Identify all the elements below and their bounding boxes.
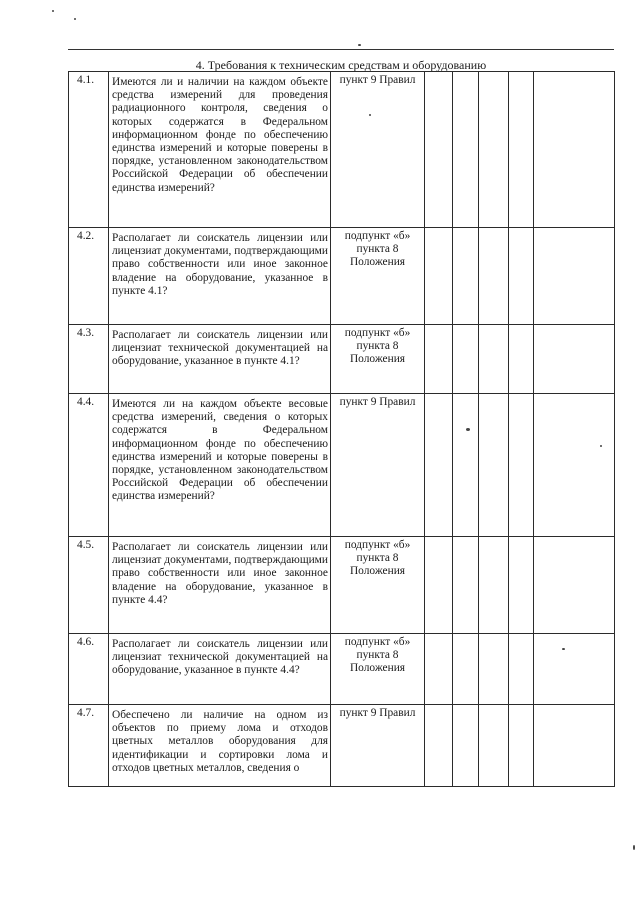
table-row — [69, 72, 615, 228]
row-question: Имеются ли и наличии на каждом объекте средства измерений для проведения радиационного контроля, сведения о которых содержатся в Федеральном информационном фонде по обеспечению единства измерений и которые поверены в порядке, установленном законодательством Российской Федерации об обеспечении единства измерений? — [109, 72, 331, 228]
scan-speck — [600, 445, 602, 447]
answer-no-cell — [453, 228, 479, 325]
scan-speck — [562, 648, 565, 650]
answer-yes-cell — [425, 705, 453, 787]
row-number: 4.3. — [69, 325, 109, 394]
row-number: 4.4. — [69, 394, 109, 537]
top-rule — [68, 49, 614, 50]
answer-no-cell — [453, 705, 479, 787]
row-reference: пункт 9 Правил — [331, 72, 425, 228]
answer-na-cell — [479, 325, 509, 394]
answer-extra-cell — [509, 634, 534, 705]
scan-speck — [466, 428, 470, 431]
answer-na-cell — [479, 705, 509, 787]
row-reference: пункт 9 Правил — [331, 705, 425, 787]
row-question: Располагает ли соискатель лицензии или лицензиат технической документацией на оборудование, указанное в пункте 4.1? — [109, 325, 331, 394]
row-reference: подпункт «б» пункта 8 Положения — [331, 228, 425, 325]
scan-speck — [358, 44, 361, 46]
row-question: Имеются ли на каждом объекте весовые средства измерений, сведения о которых содержатся в Федеральном информационном фонде по обеспечению единства измерений и которые поверены в порядке, установленном законодательством Российской Федерации об обеспечении единства измерений? — [109, 394, 331, 537]
answer-yes-cell — [425, 228, 453, 325]
row-number: 4.5. — [69, 537, 109, 634]
table-row — [69, 705, 615, 787]
notes-cell — [534, 72, 615, 228]
row-number: 4.7. — [69, 705, 109, 787]
row-question: Располагает ли соискатель лицензии или лицензиат документами, подтверждающими право собственности или иное законное владение на оборудование, указанное в пункте 4.4? — [109, 537, 331, 634]
answer-no-cell — [453, 634, 479, 705]
answer-yes-cell — [425, 537, 453, 634]
answer-extra-cell — [509, 325, 534, 394]
answer-yes-cell — [425, 394, 453, 537]
answer-yes-cell — [425, 634, 453, 705]
row-question: Обеспечено ли наличие на одном из объектов по приему лома и отходов цветных металлов оборудования для идентификации и сортировки лома и отходов цветных металлов, сведения о — [109, 705, 331, 787]
row-question: Располагает ли соискатель лицензии или лицензиат технической документацией на оборудование, указанное в пункте 4.4? — [109, 634, 331, 705]
notes-cell — [534, 537, 615, 634]
answer-yes-cell — [425, 325, 453, 394]
notes-cell — [534, 325, 615, 394]
notes-cell — [534, 634, 615, 705]
row-reference: подпункт «б» пункта 8 Положения — [331, 634, 425, 705]
answer-na-cell — [479, 537, 509, 634]
row-number: 4.1. — [69, 72, 109, 228]
answer-na-cell — [479, 72, 509, 228]
scan-speck — [52, 10, 54, 12]
answer-extra-cell — [509, 705, 534, 787]
row-number: 4.2. — [69, 228, 109, 325]
answer-yes-cell — [425, 72, 453, 228]
row-reference: подпункт «б» пункта 8 Положения — [331, 325, 425, 394]
answer-na-cell — [479, 634, 509, 705]
table-row — [69, 634, 615, 705]
answer-extra-cell — [509, 537, 534, 634]
table-row — [69, 394, 615, 537]
table-row — [69, 228, 615, 325]
table-row — [69, 325, 615, 394]
requirements-table — [68, 71, 615, 787]
answer-no-cell — [453, 72, 479, 228]
table-row — [69, 537, 615, 634]
notes-cell — [534, 394, 615, 537]
row-question: Располагает ли соискатель лицензии или лицензиат документами, подтверждающими право собственности или иное законное владение на оборудование, указанное в пункте 4.1? — [109, 228, 331, 325]
notes-cell — [534, 228, 615, 325]
answer-na-cell — [479, 394, 509, 537]
row-number: 4.6. — [69, 634, 109, 705]
section-title: 4. Требования к техническим средствам и оборудованию — [195, 58, 487, 72]
scan-speck — [74, 18, 76, 20]
scan-speck — [633, 845, 635, 850]
row-reference: пункт 9 Правил — [331, 394, 425, 537]
notes-cell — [534, 705, 615, 787]
answer-no-cell — [453, 537, 479, 634]
scan-speck — [369, 114, 371, 116]
answer-extra-cell — [509, 394, 534, 537]
answer-extra-cell — [509, 228, 534, 325]
row-reference: подпункт «б» пункта 8 Положения — [331, 537, 425, 634]
answer-no-cell — [453, 325, 479, 394]
answer-na-cell — [479, 228, 509, 325]
answer-extra-cell — [509, 72, 534, 228]
answer-no-cell — [453, 394, 479, 537]
